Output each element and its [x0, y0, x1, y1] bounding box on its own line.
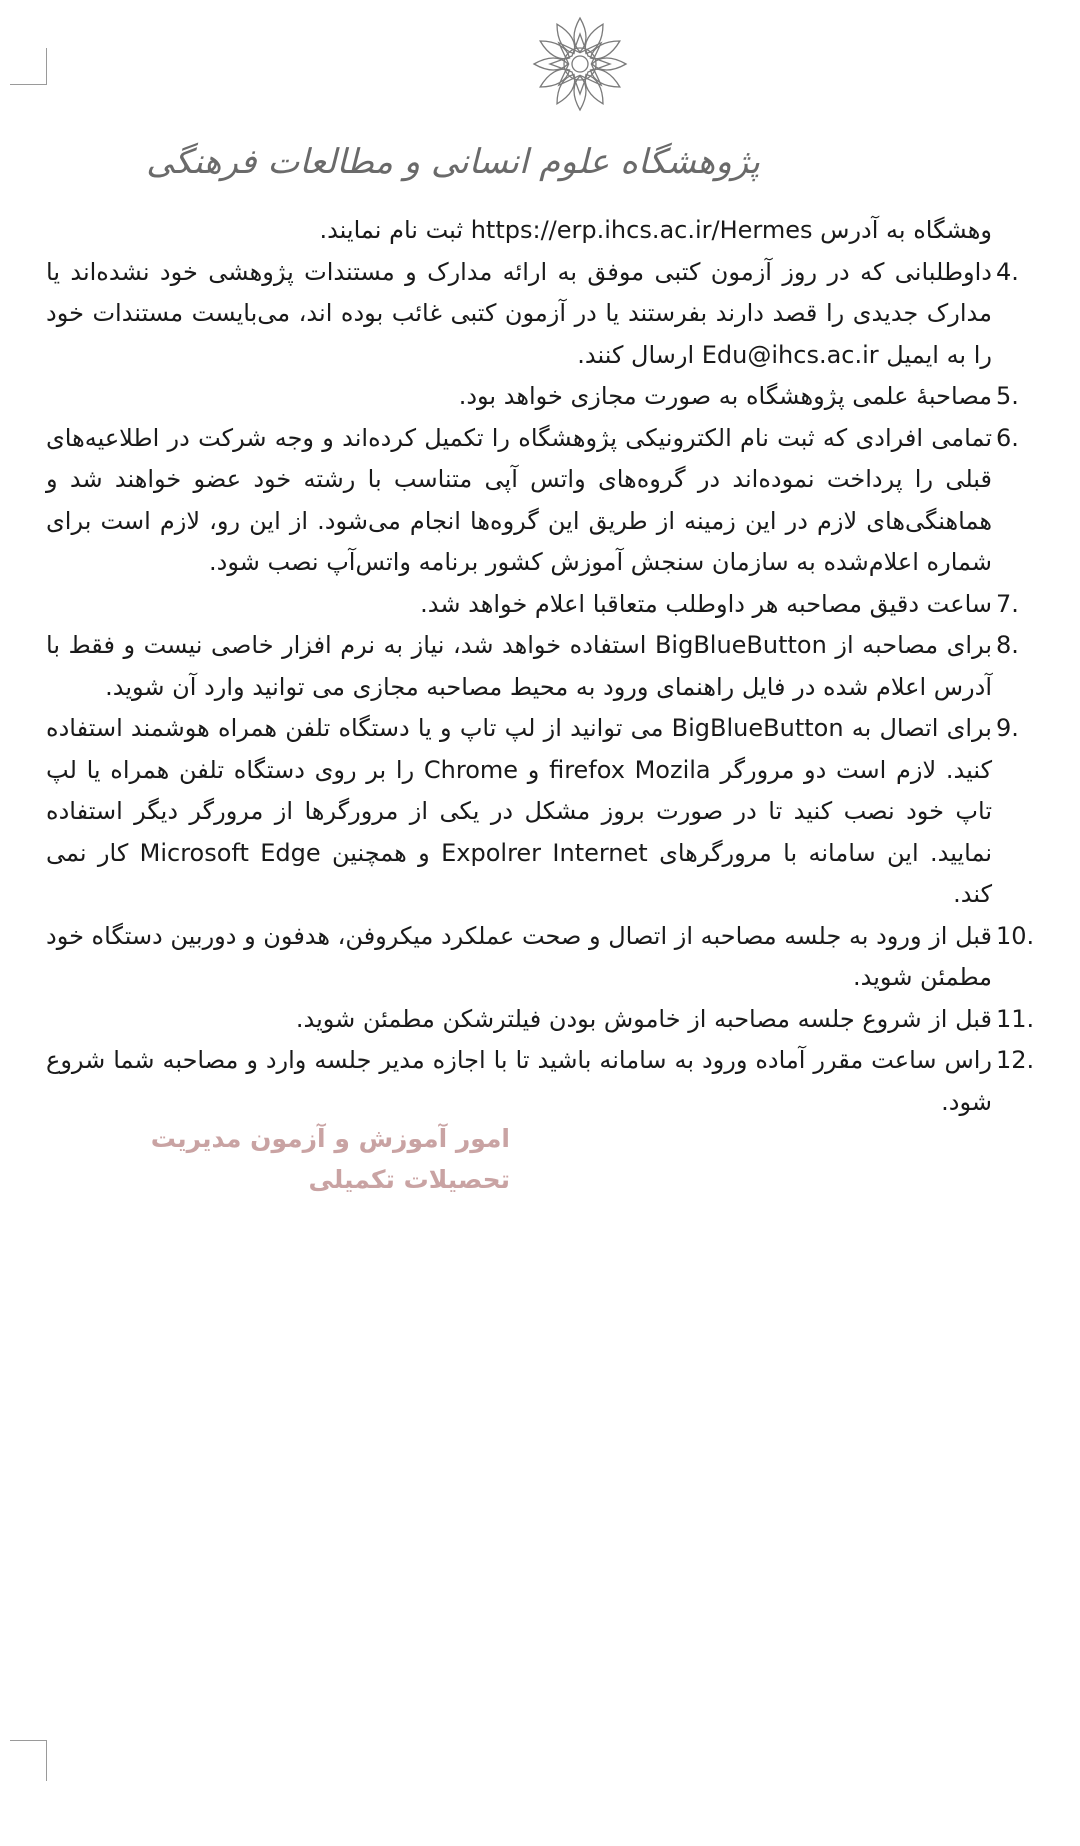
browser-name: Microsoft Edge: [139, 838, 321, 867]
item-text: راس ساعت مقرر آماده ورود به سامانه باشید تا با اجازه مدیر جلسه وارد و مصاحبه شما شروع شود.: [46, 1046, 992, 1116]
software-name: BigBlueButton: [654, 631, 827, 659]
intro-line: [46, 210, 1040, 252]
crop-mark-bottom: [10, 1740, 47, 1781]
list-item: [46, 584, 1040, 626]
institute-logo-text: پژوهشگاه علوم انسانی و مطالعات فرهنگی: [146, 142, 760, 182]
item-number: 9.: [996, 714, 1019, 742]
contact-email[interactable]: Edu@ihcs.ac.ir: [701, 340, 879, 369]
item-text: برای مصاحبه از BigBlueButton استفاده خواهد شد، نیاز به نرم افزار خاصی نیست و فقط با آدرس اعلام شده در فایل راهنمای ورود به محیط مصاحبه مجازی می توانید وارد آن شوید.: [46, 631, 992, 701]
page-header: [0, 14, 1080, 189]
item-number: 10.: [996, 921, 1035, 950]
list-item: [46, 252, 1040, 377]
browser-name: firefox Mozila: [549, 755, 711, 784]
software-name: BigBlueButton: [671, 714, 844, 742]
item-number: 12.: [996, 1046, 1035, 1074]
list-item: [46, 916, 1040, 999]
item-number: 8.: [996, 631, 1019, 659]
item-text: تمامی افرادی که ثبت نام الکترونیکی پژوهشگاه را تکمیل کرده‌اند و وجه شرکت در اطلاعیه‌های قبلی را پرداخت نموده‌اند در گروه‌های واتس آپی متناسب با رشته خود عضو خواهند شد و هماهنگی‌های لازم در این زمینه از طریق این گروه‌ها انجام می‌شود. از این رو، لازم است برای شماره اعلام‌شده به سازمان سنجش آموزش کشور برنامه واتس‌آپ نصب شود.: [46, 423, 992, 576]
list-item: [46, 708, 1040, 916]
item-text: داوطلبانی که در روز آزمون کتبی موفق به ارائه مدارک و مستندات پژوهشی خود نشده‌اند یا مدارک جدیدی را قصد دارند بفرستند یا در آزمون کتبی غائب بوده اند، می‌بایست مستندات خود را به ایمیل Edu@ihcs.ac.ir ارسال کنند.: [46, 257, 992, 369]
item-text: مصاحبهٔ علمی پژوهشگاه به صورت مجازی خواهد بود.: [458, 382, 992, 410]
intro-text-start: وهشگاه به آدرس: [820, 216, 992, 244]
item-number: 6.: [996, 423, 1019, 452]
item-text: ساعت دقیق مصاحبه هر داوطلب متعاقبا اعلام خواهد شد.: [420, 589, 992, 618]
list-item: [46, 418, 1040, 584]
list-item: [46, 625, 1040, 708]
list-item: [46, 1040, 1040, 1123]
intro-text-end: ثبت نام نمایند.: [319, 216, 464, 244]
item-text: قبل از شروع جلسه مصاحبه از خاموش بودن فیلترشکن مطمئن شوید.: [295, 1004, 992, 1033]
document-body: [46, 210, 1040, 1123]
item-number: 11.: [996, 1004, 1035, 1033]
browser-name: Chrome: [423, 755, 519, 784]
item-text: قبل از ورود به جلسه مصاحبه از اتصال و صحت عملکرد میکروفن، هدفون و دوربین دستگاه خود مطمئن شوید.: [46, 921, 992, 991]
item-number: 5.: [996, 382, 1019, 410]
item-number: 4.: [996, 257, 1019, 286]
list-item: [46, 376, 1040, 418]
list-item: [46, 999, 1040, 1041]
item-number: 7.: [996, 589, 1019, 618]
signature-block: امور آموزش و آزمون مدیریت تحصیلات تکمیلی: [150, 1124, 510, 1194]
registration-url[interactable]: https://erp.ihcs.ac.ir/Hermes: [470, 216, 813, 244]
rosette-emblem-icon: [530, 14, 630, 114]
browser-name: Expolrer Internet: [441, 838, 648, 867]
item-text: برای اتصال به BigBlueButton می توانید از لپ تاپ و یا دستگاه تلفن همراه هوشمند استفاده کنید. لازم است دو مرورگر firefox Mozila و Chrome را بر روی دستگاه تلفن همراه یا لپ تاپ خود نصب کنید تا در صورت بروز مشکل در یکی از مرورگرها از مرورگر دیگر استفاده نمایید. این سامانه با مرورگرهای Expolrer Internet و همچنین Microsoft Edge کار نمی کند.: [46, 714, 993, 908]
